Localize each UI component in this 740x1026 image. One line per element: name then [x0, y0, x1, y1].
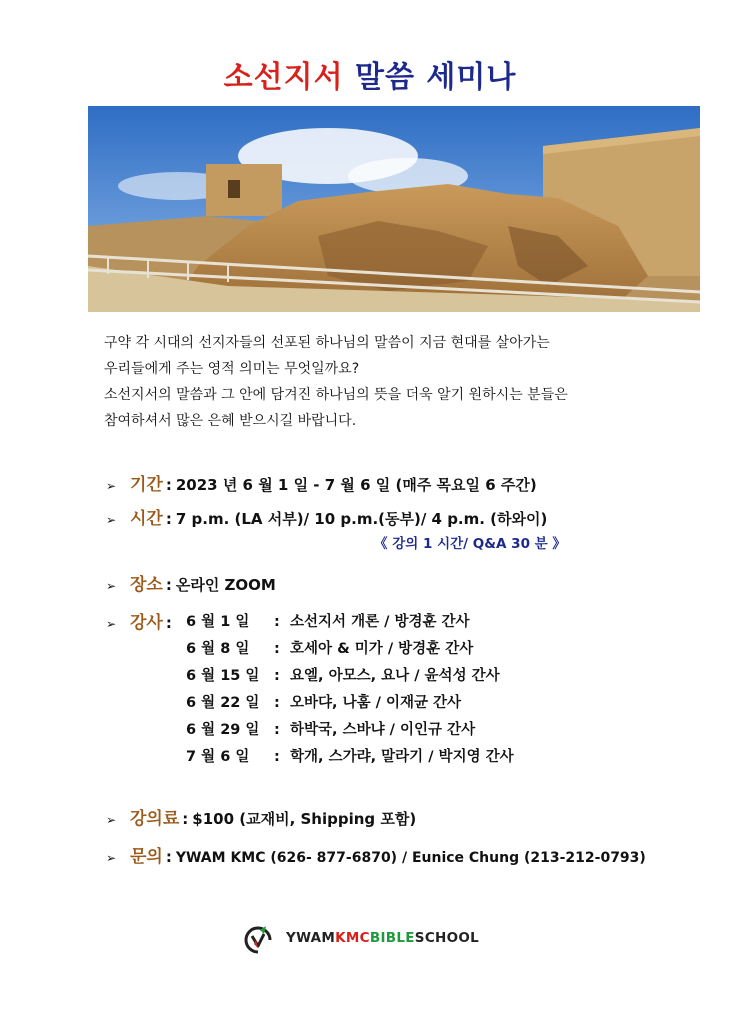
ywam-logo-icon — [240, 920, 276, 956]
contact-value: YWAM KMC (626- 877-6870) / Eunice Chung (213-212-0793) — [175, 850, 646, 866]
fee-label: 강의료 — [130, 809, 180, 829]
intro-line: 소선지서의 말씀과 그 안에 담겨진 하나님의 뜻을 더욱 알기 원하시는 분들은 — [104, 387, 568, 403]
ruins-photo — [88, 106, 700, 312]
info-fee: ➢ 강의료 : $100 (교재비, Shipping 포함) — [106, 804, 416, 829]
title-part1: 소선지서 — [223, 60, 344, 95]
place-value: 온라인 ZOOM — [175, 576, 276, 594]
schedule-item: 6 월 15 일 : 요엘, 아모스, 요나 / 윤석성 간사 — [186, 664, 500, 685]
info-lecturer: ➢ 강사 : — [106, 608, 176, 633]
intro-paragraph — [104, 330, 664, 434]
schedule-topic: 오바댜, 나훔 / 이재균 간사 — [290, 695, 462, 711]
footer-word-bible: BIBLE — [369, 930, 415, 946]
schedule-date: 7 월 6 일 — [186, 749, 250, 765]
period-label: 기간 — [130, 475, 163, 495]
page-title — [0, 52, 740, 96]
time-label: 시간 — [130, 509, 163, 529]
contact-label: 문의 — [130, 847, 163, 867]
lecturer-label: 강사 — [130, 613, 163, 633]
footer-logo — [240, 918, 479, 958]
info-time: ➢ 시간 : 7 p.m. (LA 서부)/ 10 p.m.(동부)/ 4 p.m. (하와이) — [106, 504, 547, 529]
schedule-topic: 학개, 스가랴, 말라기 / 박지영 간사 — [290, 749, 514, 765]
arrow-bullet-icon: ➢ — [106, 813, 117, 827]
place-label: 장소 — [130, 575, 163, 595]
arrow-bullet-icon: ➢ — [106, 513, 117, 527]
schedule-topic: 호세아 & 미가 / 방경훈 간사 — [290, 641, 474, 657]
intro-line: 우리들에게 주는 영적 의미는 무엇일까요? — [104, 361, 360, 377]
arrow-bullet-icon: ➢ — [106, 617, 117, 631]
fee-value: $100 (교재비, Shipping 포함) — [192, 810, 417, 828]
time-value: 7 p.m. (LA 서부)/ 10 p.m.(동부)/ 4 p.m. (하와이) — [175, 510, 548, 528]
schedule-date: 6 월 1 일 — [186, 614, 250, 630]
time-note: 《 강의 1 시간/ Q&A 30 분 》 — [374, 536, 566, 552]
info-place: ➢ 장소 : 온라인 ZOOM — [106, 570, 276, 595]
arrow-bullet-icon: ➢ — [106, 851, 117, 865]
period-value: 2023 년 6 월 1 일 - 7 월 6 일 (매주 목요일 6 주간) — [175, 476, 537, 494]
arrow-bullet-icon: ➢ — [106, 479, 117, 493]
schedule-date: 6 월 15 일 — [186, 668, 260, 684]
schedule-item: 6 월 1 일 : 소선지서 개론 / 방경훈 간사 — [186, 610, 470, 631]
footer-word-school: SCHOOL — [414, 930, 480, 946]
intro-line: 참여하셔서 많은 은혜 받으시길 바랍니다. — [104, 413, 357, 429]
intro-line: 구약 각 시대의 선지자들의 선포된 하나님의 말씀이 지금 현대를 살아가는 — [104, 335, 550, 351]
schedule-date: 6 월 8 일 — [186, 641, 250, 657]
arrow-bullet-icon: ➢ — [106, 579, 117, 593]
schedule-item: 6 월 29 일 : 하박국, 스바냐 / 이인규 간사 — [186, 718, 475, 739]
schedule-item: 6 월 22 일 : 오바댜, 나훔 / 이재균 간사 — [186, 691, 461, 712]
info-contact: ➢ 문의 : YWAM KMC (626- 877-6870) / Eunice Chung (213-212-0793) — [106, 842, 646, 867]
schedule-item: 7 월 6 일 : 학개, 스가랴, 말라기 / 박지영 간사 — [186, 745, 514, 766]
title-part2: 말씀 세미나 — [355, 60, 517, 95]
footer-word-ywam: YWAM — [286, 930, 336, 946]
schedule-topic: 하박국, 스바냐 / 이인규 간사 — [290, 722, 476, 738]
schedule-topic: 소선지서 개론 / 방경훈 간사 — [290, 614, 470, 630]
schedule-topic: 요엘, 아모스, 요나 / 윤석성 간사 — [290, 668, 500, 684]
info-period: ➢ 기간 : 2023 년 6 월 1 일 - 7 월 6 일 (매주 목요일 6 주간) — [106, 470, 537, 495]
footer-word-kmc: KMC — [335, 930, 370, 946]
schedule-date: 6 월 22 일 — [186, 695, 260, 711]
schedule-date: 6 월 29 일 — [186, 722, 260, 738]
schedule-item: 6 월 8 일 : 호세아 & 미가 / 방경훈 간사 — [186, 637, 473, 658]
